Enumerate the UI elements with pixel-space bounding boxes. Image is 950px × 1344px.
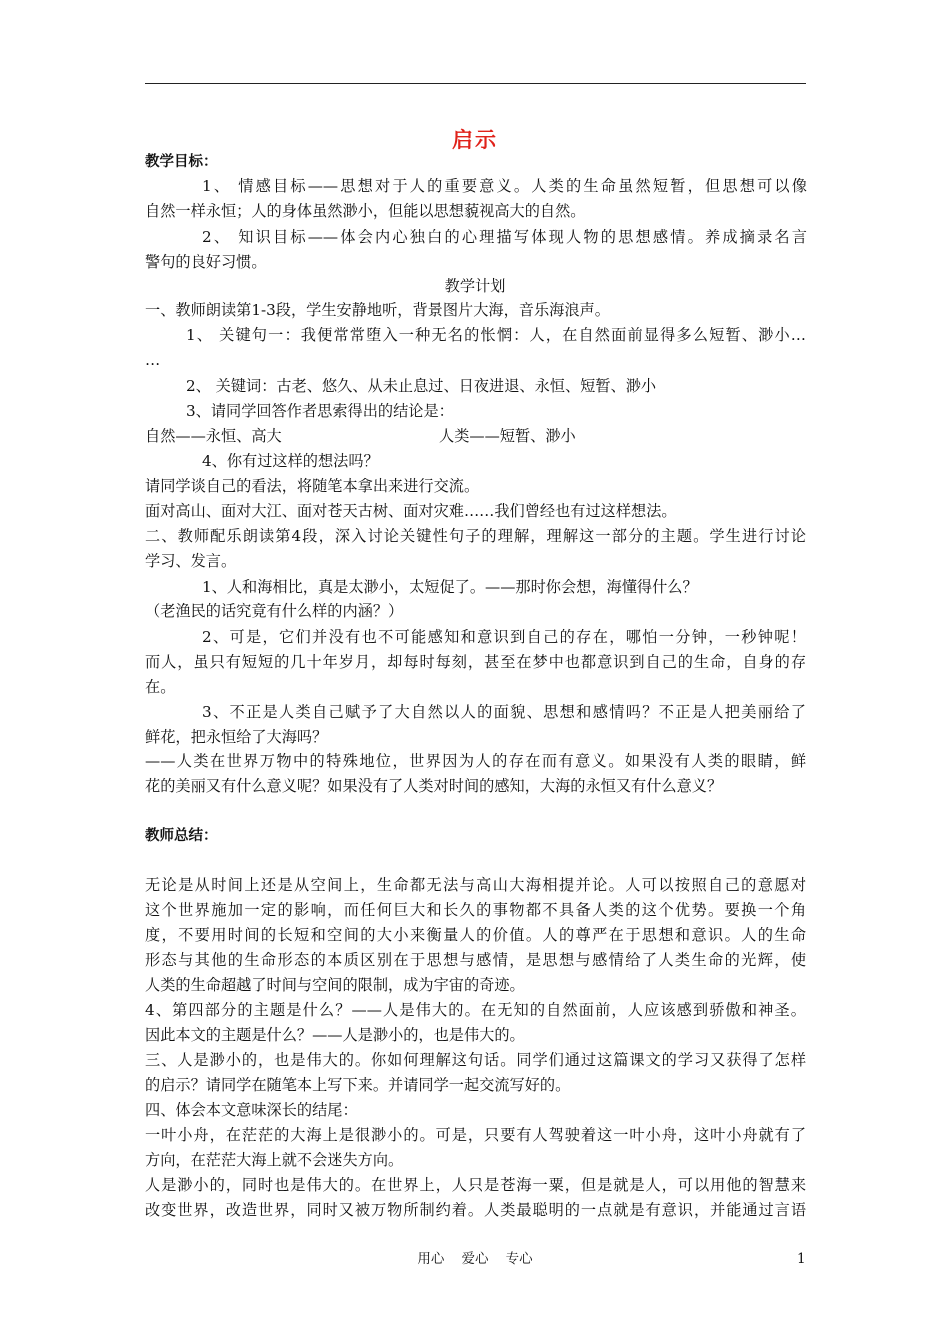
paragraph-line: ——人类在世界万物中的特殊地位，世界因为人的存在而有意义。如果没有人类的眼睛，鲜 xyxy=(145,752,806,770)
paragraph-line: 人类的生命超越了时间与空间的限制，成为宇宙的奇迹。 xyxy=(145,976,525,994)
paragraph-line: 面对高山、面对大江、面对苍天古树、面对灾难……我们曾经也有过这样想法。 xyxy=(145,502,677,520)
paragraph-line: 2、可是，它们并没有也不可能感知和意识到自己的存在，哪怕一分钟，一秒钟呢！ xyxy=(202,628,806,646)
paragraph-line: 花的美丽又有什么意义呢？如果没有了人类对时间的感知，大海的永恒又有什么意义？ xyxy=(145,777,723,795)
paragraph-line: 二、教师配乐朗读第4段，深入讨论关键性句子的理解，理解这一部分的主题。学生进行讨论 xyxy=(145,527,806,545)
header-rule xyxy=(145,83,806,84)
paragraph-line: 一、教师朗读第1-3段，学生安静地听，背景图片大海，音乐海浪声。 xyxy=(145,301,610,319)
paragraph-line: 改变世界，改造世界，同时又被万物所制约着。人类最聪明的一点就是有意识，并能通过言语 xyxy=(145,1201,806,1219)
goals-heading: 教学目标： xyxy=(145,154,218,170)
paragraph-line: … xyxy=(145,351,161,369)
paragraph-line: 1、 情感目标——思想对于人的重要意义。人类的生命虽然短暂，但思想可以像 xyxy=(202,177,807,195)
paragraph-line: （老渔民的话究竟有什么样的内涵？） xyxy=(145,602,404,620)
paragraph-line: 人是渺小的，同时也是伟大的。在世界上，人只是苍海一粟，但是就是人，可以用他的智慧来 xyxy=(145,1176,806,1194)
paragraph-line: 鲜花，把永恒给了大海吗？ xyxy=(145,728,328,746)
paragraph-line: 警句的良好习惯。 xyxy=(145,253,267,271)
paragraph-line: 2、 关键词：古老、悠久、从未止息过、日夜进退、永恒、短暂、渺小 xyxy=(186,377,657,395)
summary-heading: 教师总结： xyxy=(145,828,218,844)
paragraph-line: 一叶小舟，在茫茫的大海上是很渺小的。可是，只要有人驾驶着这一叶小舟，这叶小舟就有了 xyxy=(145,1126,806,1144)
paragraph-line: 形态与其他的生命形态的本质区别在于思想与感情，是思想与感情给了人类生命的光辉，使 xyxy=(145,951,806,969)
paragraph-line: 4、第四部分的主题是什么？——人是伟大的。在无知的自然面前，人应该感到骄傲和神圣。 xyxy=(145,1001,806,1019)
plan-heading: 教学计划 xyxy=(444,277,506,295)
paragraph-line: 4、你有过这样的想法吗？ xyxy=(202,452,379,470)
paragraph-line: 3、不正是人类自己赋予了大自然以人的面貌、思想和感情吗？不正是人把美丽给了 xyxy=(202,703,806,721)
footer-motto: 用心 爱心 专心 xyxy=(417,1251,533,1267)
document-title: 启示 xyxy=(452,128,498,152)
nature-conclusion: 自然——永恒、高大 xyxy=(145,427,282,445)
paragraph-line: 学习、发言。 xyxy=(145,552,237,570)
paragraph-line: 3、请同学回答作者思索得出的结论是： xyxy=(186,402,454,420)
paragraph-line: 三、人是渺小的，也是伟大的。你如何理解这句话。同学们通过这篇课文的学习又获得了怎样 xyxy=(145,1051,806,1069)
paragraph-line: 度，不要用时间的长短和空间的大小来衡量人的价值。人的尊严在于思想和意识。人的生命 xyxy=(145,926,806,944)
paragraph-line: 1、 关键句一：我便常常堕入一种无名的怅惘：人，在自然面前显得多么短暂、渺小… xyxy=(186,326,806,344)
human-conclusion: 人类——短暂、渺小 xyxy=(439,427,576,445)
page-number: 1 xyxy=(797,1251,806,1267)
paragraph-line: 方向，在茫茫大海上就不会迷失方向。 xyxy=(145,1151,404,1169)
paragraph-line: 因此本文的主题是什么？——人是渺小的，也是伟大的。 xyxy=(145,1026,525,1044)
paragraph-line: 而人，虽只有短短的几十年岁月，却每时每刻，甚至在梦中也都意识到自己的生命，自身的存 xyxy=(145,653,806,671)
paragraph-line: 的启示？请同学在随笔本上写下来。并请同学一起交流写好的。 xyxy=(145,1076,571,1094)
paragraph-line: 无论是从时间上还是从空间上，生命都无法与高山大海相提并论。人可以按照自己的意愿对 xyxy=(145,876,806,894)
paragraph-line: 请同学谈自己的看法，将随笔本拿出来进行交流。 xyxy=(145,477,480,495)
paragraph-line: 四、体会本文意味深长的结尾： xyxy=(145,1101,358,1119)
paragraph-line: 这个世界施加一定的影响，而任何巨大和长久的事物都不具备人类的这个优势。要换一个角 xyxy=(145,901,806,919)
paragraph-line: 1、人和海相比，真是太渺小，太短促了。——那时你会想，海懂得什么？ xyxy=(202,578,698,596)
paragraph-line: 2、 知识目标——体会内心独白的心理描写体现人物的思想感情。养成摘录名言 xyxy=(202,228,807,246)
paragraph-line: 自然一样永恒；人的身体虽然渺小，但能以思想藐视高大的自然。 xyxy=(145,202,586,220)
paragraph-line: 在。 xyxy=(145,678,176,696)
